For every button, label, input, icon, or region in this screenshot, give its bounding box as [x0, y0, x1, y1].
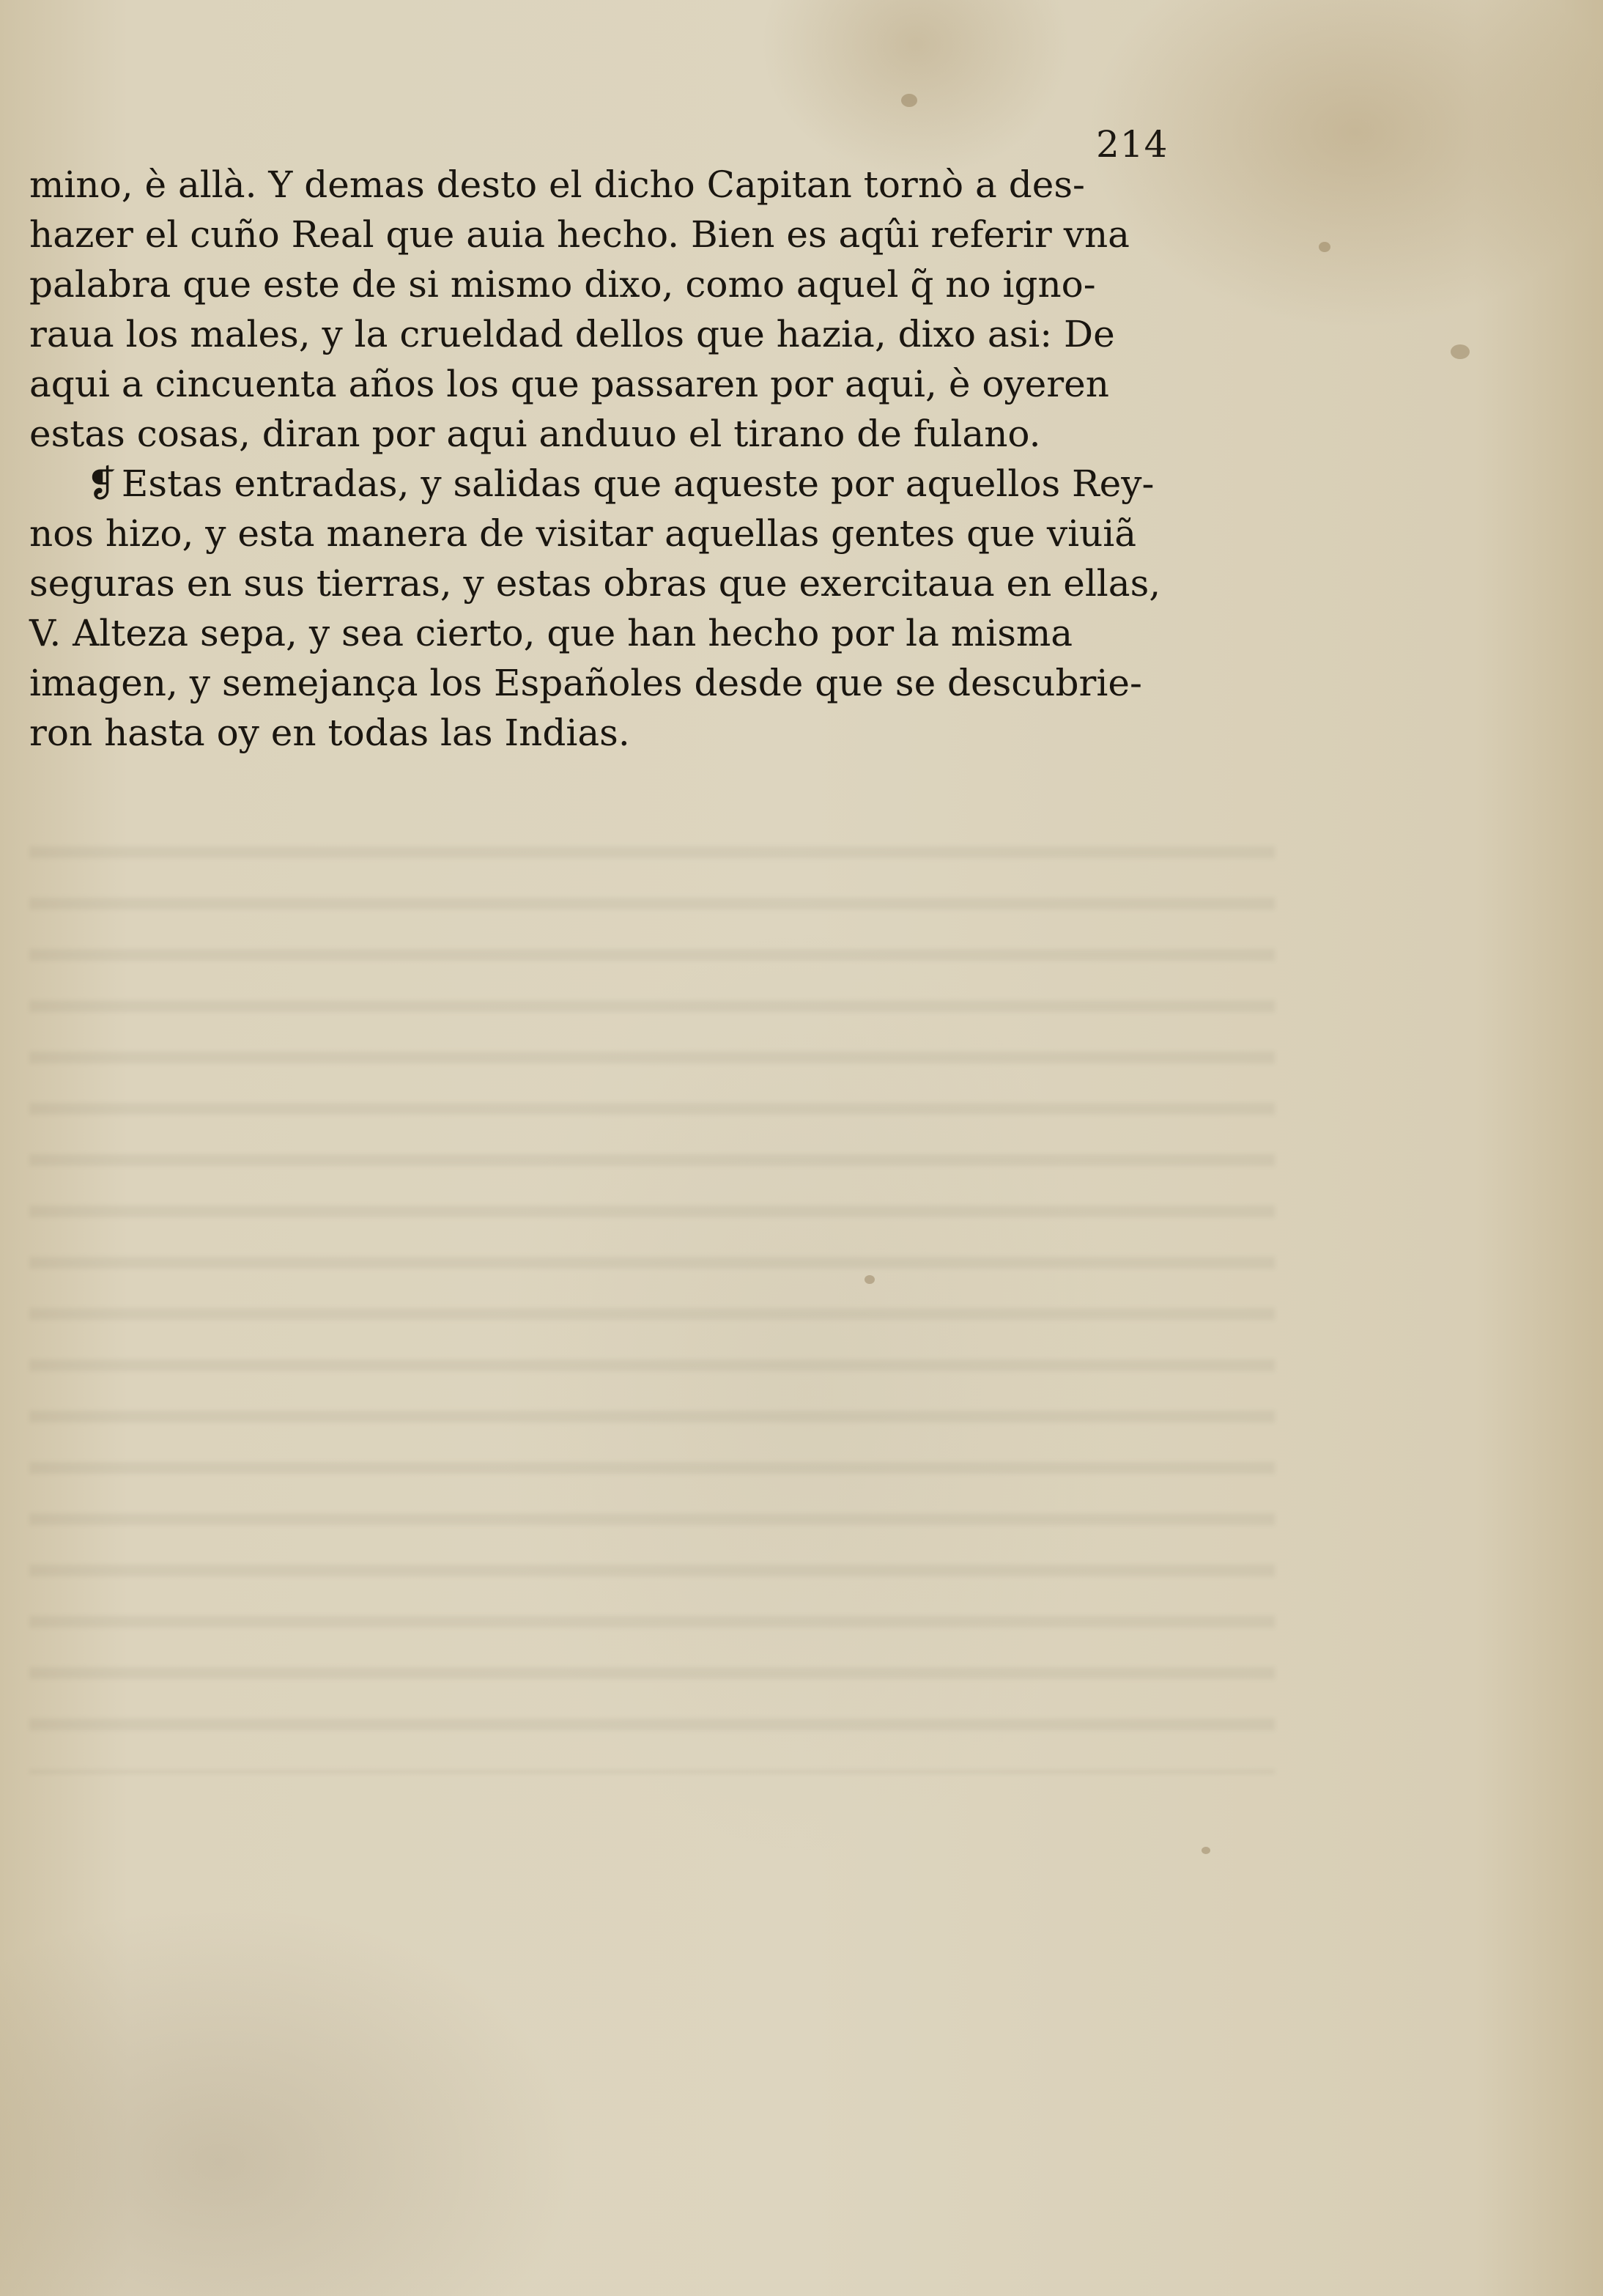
text-line: nos hizo, y esta manera de visitar aquellas gentes que viuiã: [29, 512, 1137, 555]
text-line: V. Alteza sepa, y sea cierto, que han hecho por la misma: [29, 612, 1073, 654]
text-line: seguras en sus tierras, y estas obras que exercitaua en ellas,: [29, 562, 1161, 605]
text-line: aqui a cincuenta años los que passaren por aqui, è oyeren: [29, 363, 1109, 405]
text-line: raua los males, y la crueldad dellos que hazia, dixo asi: De: [29, 313, 1115, 355]
text-line: imagen, y semejança los Españoles desde que se descubrie-: [29, 662, 1142, 704]
text-line: estas cosas, diran por aqui anduuo el tirano de fulano.: [29, 413, 1041, 455]
page-number: 214: [1096, 123, 1169, 166]
paragraph-start-line: [29, 459, 1245, 509]
text-line: ron hasta oy en todas las Indias.: [29, 712, 630, 754]
foxing-spot: [865, 1275, 875, 1284]
body-text: [29, 160, 1245, 758]
show-through-bleed: [29, 821, 1275, 1773]
text-line: hazer el cuño Real que auia hecho. Bien es aqûi referir vna: [29, 213, 1130, 256]
text-line: palabra que este de si mismo dixo, como aquel q̃ no igno-: [29, 263, 1096, 306]
foxing-spot: [1202, 1847, 1210, 1854]
text-line: Estas entradas, y salidas que aqueste por aquellos Rey-: [121, 462, 1155, 505]
foxing-spot: [1451, 344, 1470, 359]
pilcrow-mark: ❡: [86, 462, 117, 505]
text-line: mino, è allà. Y demas desto el dicho Capitan tornò a des-: [29, 163, 1085, 206]
foxing-spot: [901, 94, 917, 107]
foxing-spot: [1319, 242, 1330, 252]
